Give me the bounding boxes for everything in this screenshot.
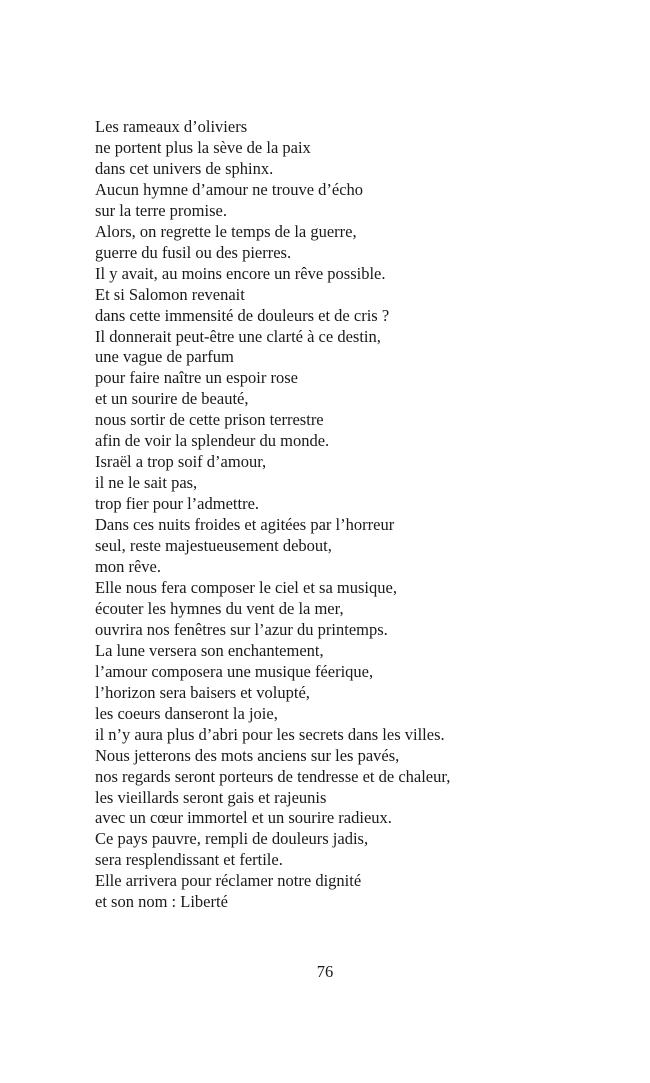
poem-line: trop fier pour l’admettre. <box>95 494 260 514</box>
poem-line: guerre du fusil ou des pierres. <box>95 242 292 262</box>
poem-line: Elle arrivera pour réclamer notre dignité <box>95 871 362 891</box>
poem-line: Aucun hymne d’amour ne trouve d’écho <box>95 179 364 199</box>
poem-line: dans cette immensité de douleurs et de cris ? <box>95 305 390 325</box>
poem-line: dans cet univers de sphinx. <box>95 158 274 178</box>
poem-line: ne portent plus la sève de la paix <box>95 137 311 157</box>
poem-line: Il donnerait peut-être une clarté à ce destin, <box>95 326 381 346</box>
poem-line: Israël a trop soif d’amour, <box>95 452 267 472</box>
poem-line: mon rêve. <box>95 557 161 577</box>
poem-line: et un sourire de beauté, <box>95 389 249 409</box>
poem-line: Elle nous fera composer le ciel et sa musique, <box>95 577 397 597</box>
poem-line: nos regards seront porteurs de tendresse et de chaleur, <box>95 766 451 786</box>
poem-line: pour faire naître un espoir rose <box>95 368 298 388</box>
poem-line: les vieillards seront gais et rajeunis <box>95 787 327 807</box>
poem-line: nous sortir de cette prison terrestre <box>95 410 324 430</box>
poem-line: afin de voir la splendeur du monde. <box>95 431 330 451</box>
poem-line: une vague de parfum <box>95 347 234 367</box>
poem-line: Ce pays pauvre, rempli de douleurs jadis, <box>95 829 369 849</box>
poem-line: il n’y aura plus d’abri pour les secrets dans les villes. <box>95 724 445 744</box>
poem-line: l’horizon sera baisers et volupté, <box>95 682 310 702</box>
poem-line: Les rameaux d’oliviers <box>95 117 248 136</box>
poem-line: La lune versera son enchantement, <box>95 640 324 660</box>
poem-line: Alors, on regrette le temps de la guerre, <box>95 221 357 241</box>
poem-line: sera resplendissant et fertile. <box>95 850 283 870</box>
poem-line: et son nom : Liberté <box>95 892 228 912</box>
poem-line: Et si Salomon revenait <box>95 284 245 304</box>
poem-line: les coeurs danseront la joie, <box>95 703 278 723</box>
poem-text <box>95 117 450 913</box>
poem-line: il ne le sait pas, <box>95 473 198 493</box>
poem-line: sur la terre promise. <box>95 200 227 220</box>
poem-line: Dans ces nuits froides et agitées par l’horreur <box>95 515 395 535</box>
poem-line: l’amour composera une musique féerique, <box>95 661 374 681</box>
page-number: 76 <box>316 962 334 981</box>
poem-line: écouter les hymnes du vent de la mer, <box>95 598 344 618</box>
poem-line: Il y avait, au moins encore un rêve possible. <box>95 263 386 283</box>
poem-line: avec un cœur immortel et un sourire radieux. <box>95 808 392 828</box>
poem-line: ouvrira nos fenêtres sur l’azur du printemps. <box>95 619 388 639</box>
poem-line: seul, reste majestueusement debout, <box>95 536 332 556</box>
poem-line: Nous jetterons des mots anciens sur les pavés, <box>95 745 400 765</box>
